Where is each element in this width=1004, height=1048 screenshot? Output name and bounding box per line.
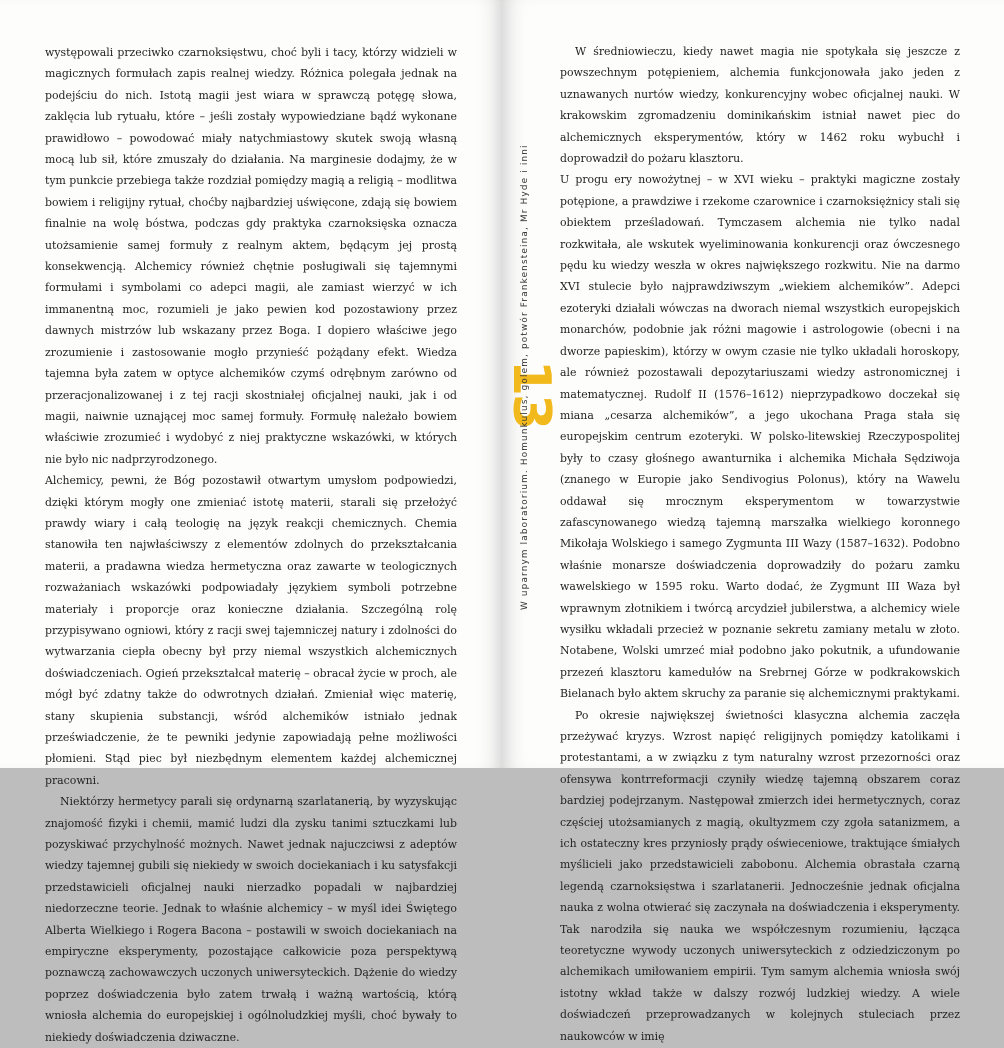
chapter-running-title: W uparnym laboratorium. Homunkulus, golem, potwór Frankensteina, Mr Hyde i inni xyxy=(520,144,530,610)
right-paragraph-2: U progu ery nowożytnej – w XVI wieku – praktyki magiczne zostały potępione, a prawdziwe i rzekome czarownice i czarnoksiężnicy stali się obiektem prześladowań. Tymczasem alchemia nie tylko nadal rozkwitała, ale wskutek wyeliminowania konkurencji oraz ówczesnego pędu ku wiedzy weszła w okres największego rozkwitu. Nie na darmo XVI stulecie było najprawdziwszym „wiekiem alchemików”. Adepci ezoteryki działali wówczas na dworach niemal wszystkich europejskich monarchów, podobnie jak różni magowie i astrologowie (obecni i na dworze papieskim), którzy w owym czasie nie tylko układali horoskopy, ale również pozostawali depozytariuszami wiedzy astronomicznej i matematycznej. Rudolf II (1576–1612) nieprzypadkowo doczekał się miana „cesarza alchemików”, a jego ukochana Praga stała się europejskim centrum ezoteryki. W polsko-litewskiej Rzeczypospolitej były to czasy głośnego awanturnika i alchemika Michała Sędziwoja (znanego w Europie jako Sendivogius Polonus), który na Wawelu oddawał się mrocznym eksperymentom w towarzystwie zafascynowanego wiedzą tajemną marszałka wielkiego koronnego Mikołaja Wolskiego i samego Zygmunta III Wazy (1587–1632). Podobno właśnie monarsze doświadczenia doprowadziły do pożaru zamku wawelskiego w 1595 roku. Warto dodać, że Zygmunt III Waza był wprawnym złotnikiem i twórcą arcydzieł jubilerstwa, a alchemicy wiele wysiłku wkładali przecież w poznanie sekretu zamiany metalu w złoto. Notabene, Wolski umrzeć miał podobno jako pokutnik, a ufundowanie przezeń klasztoru kamedułów na Srebrnej Górze w podkrakowskich Bielanach było aktem skruchy za paranie się alchemicznymi praktykami. xyxy=(560,173,960,701)
right-paragraph-1: W średniowieczu, kiedy nawet magia nie spotykała się jeszcze z powszechnym potępieniem, alchemia funkcjonowała jako jeden z uznawanych nurtów wiedzy, konkurencyjny wobec oficjalnej nauki. W krakowskim zgromadzeniu dominikańskim istniał nawet piec do alchemicznych eksperymentów, który w 1462 roku wybuchł i doprowadził do pożaru klasztoru. xyxy=(560,45,960,166)
left-paragraph-3: Niektórzy hermetycy parali się ordynarną szarlatanerią, by wyzyskując znajomość fizyki i chemii, mamić ludzi dla zysku tanimi sztuczkami lub pozyskiwać przychylność możnych. Nawet jednak najuczciwsi z adeptów wiedzy tajemnej gubili się niekiedy w swoich dociekaniach i ku satysfakcji przedstawicieli oficjalnej nauki nierzadko popadali w najbardziej niedorzeczne teorie. Jednak to właśnie alchemicy – w myśl idei Świętego Alberta Wielkiego i Rogera Bacona – postawili w swoich dociekaniach na empiryczne eksperymenty, pozostające całkowicie poza perspektywą poznawczą zachowawczych uczonych uniwersyteckich. Dążenie do wiedzy poprzez doświadczenia było zatem trwałą i ważną wartością, którą wniosła alchemia do europejskiej i ogólnoludzkiej myśli, choć bywały to niekiedy doświadczenia dziwaczne. xyxy=(45,795,457,1044)
left-page-text xyxy=(45,42,457,1048)
chapter-number: 13 xyxy=(501,359,562,429)
right-page-text xyxy=(560,41,960,1047)
left-paragraph-2: Alchemicy, pewni, że Bóg pozostawił otwartym umysłom podpowiedzi, dzięki którym mogły one zmieniać istotę materii, starali się przełożyć prawdy wiary i całą teologię na język reakcji chemicznych. Chemia stanowiła ten najwłaściwszy z elementów zdolnych do przekształcania materii, a pradawna wiedza hermetyczna oraz zawarte w teologicznych rozważaniach wskazówki podpowiadały językiem symboli potrzebne materiały i proporcje oraz konieczne działania. Szczególną rolę przypisywano ogniowi, który z racji swej tajemniczej natury i zdolności do wytwarzania ciepła obecny był przy niemal wszystkich alchemicznych doświadczeniach. Ogień przekształcał materię – obracał życie w proch, ale mógł być zdatny także do odwrotnych działań. Zmieniał więc materię, stany skupienia substancji, wśród alchemików istniało jednak przeświadczenie, że te pewniki jedynie zapowiadają pełne możliwości płomieni. Stąd piec był niezbędnym elementem każdej alchemicznej pracowni. xyxy=(45,474,457,787)
left-paragraph-1: występowali przeciwko czarnoksięstwu, choć byli i tacy, którzy widzieli w magicznych formułach zapis realnej wiedzy. Różnica polegała jednak na podejściu do nich. Istotą magii jest wiara w sprawczą potęgę słowa, zaklęcia lub rytuału, które – jeśli zostały wypowiedziane bądź wykonane prawidłowo – powodować miały natychmiastowy skutek swoją własną mocą lub sił, które zmuszały do działania. Na marginesie dodajmy, że w tym punkcie przebiega także rozdział pomiędzy magią a religią – modlitwa bowiem i religijny rytuał, choćby najbardziej uświęcone, zdają się bowiem finalnie na wolę bóstwa, podczas gdy praktyka czarnoksięska oznacza utożsamienie samej formuły z realnym aktem, będącym jej prostą konsekwencją. Alchemicy również chętnie posługiwali się tajemnymi formułami i symbolami co adepci magii, ale zamiast wierzyć w ich immanentną moc, rozumieli je jako pewien kod pozostawiony przez dawnych mistrzów lub wskazany przez Boga. I dopiero właściwe jego zrozumienie i zastosowanie mogło przynieść pożądany efekt. Wiedza tajemna była zatem w optyce alchemików czymś odrębnym zarówno od przeracjonalizowanej i z tej racji skostniałej oficjalnej nauki, jak i od magii, naiwnie uznającej moc samej formuły. Formułę należało bowiem właściwie zrozumieć i wydobyć z niej praktyczne wskazówki, w których nie było nic nadprzyrodzonego. xyxy=(45,46,457,466)
right-paragraph-3: Po okresie największej świetności klasyczna alchemia zaczęła przeżywać kryzys. Wzrost napięć religijnych pomiędzy katolikami i protestantami, a w związku z tym naturalny wzrost przezorności oraz ofensywa kontrreformacji czyniły wiedzę tajemną obszarem coraz bardziej podejrzanym. Następował zmierzch idei hermetycznych, coraz częściej utożsamianych z magią, okultyzmem czy zgoła satanizmem, a ich ostateczny kres przyniosły prądy oświeceniowe, traktujące śmiałych myślicieli jako przedstawicieli zabobonu. Alchemia obrastała czarną legendą czarnoksięstwa i szarlatanerii. Jednocześnie jednak oficjalna nauka z wolna otwierać się zaczynała na doświadczenia i eksperymenty. Tak narodziła się nauka we współczesnym rozumieniu, łącząca teoretyczne wywody uczonych uniwersyteckich z odziedziczonym po alchemikach umiłowaniem empirii. Tym samym alchemia wniosła swój istotny wkład także w dalszy rozwój ludzkiej wiedzy. A wiele doświadczeń przeprowadzanych w kolejnych stuleciach przez naukowców w imię xyxy=(560,708,960,1043)
